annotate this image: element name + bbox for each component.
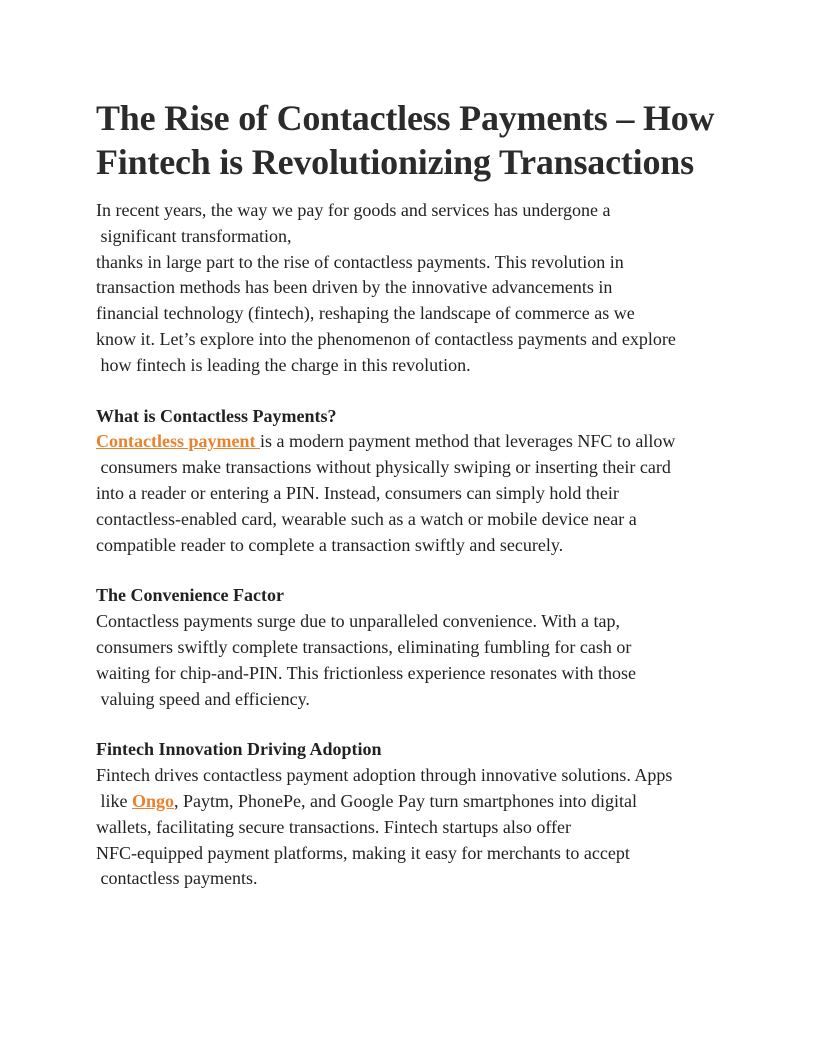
section-heading: What is Contactless Payments? <box>96 405 337 426</box>
page-title <box>96 96 726 184</box>
section-fintech-innovation <box>96 737 726 892</box>
document-page <box>96 96 726 892</box>
intro-line: financial technology (fintech), reshaping the landscape of commerce as we <box>96 303 635 324</box>
paragraph-text: is a modern payment method that leverages NFC to allow <box>260 431 676 452</box>
intro-line: how fintech is leading the charge in this revolution. <box>96 354 471 375</box>
intro-line: transaction methods has been driven by the innovative advancements in <box>96 277 613 298</box>
section-heading: The Convenience Factor <box>96 585 284 606</box>
intro-line: In recent years, the way we pay for goods and services has undergone a <box>96 200 611 220</box>
section-what-is-contactless <box>96 404 726 559</box>
contactless-payment-link[interactable]: Contactless payment <box>96 431 260 452</box>
section-heading: Fintech Innovation Driving Adoption <box>96 739 382 760</box>
paragraph-line: consumers swiftly complete transactions, eliminating fumbling for cash or <box>96 636 632 657</box>
intro-line: know it. Let’s explore into the phenomenon of contactless payments and explore <box>96 328 676 349</box>
paragraph-text: , Paytm, PhonePe, and Google Pay turn smartphones into digital <box>174 790 637 811</box>
paragraph-line <box>96 789 726 815</box>
paragraph-line: NFC-equipped payment platforms, making it easy for merchants to accept <box>96 842 630 863</box>
paragraph-line <box>96 429 726 455</box>
intro-line: thanks in large part to the rise of contactless payments. This revolution in <box>96 251 624 272</box>
paragraph-line: contactless-enabled card, wearable such as a watch or mobile device near a <box>96 508 637 529</box>
title-line: Fintech is Revolutionizing Transactions <box>96 142 694 182</box>
intro-line: significant transformation, <box>96 225 292 246</box>
intro-paragraph <box>96 198 726 379</box>
paragraph-line: into a reader or entering a PIN. Instead, consumers can simply hold their <box>96 482 619 503</box>
title-line: The Rise of Contactless Payments – How <box>96 98 715 138</box>
paragraph-text: like <box>96 790 132 811</box>
ongo-link[interactable]: Ongo <box>132 790 175 811</box>
paragraph-line: contactless payments. <box>96 868 258 889</box>
paragraph-line: compatible reader to complete a transaction swiftly and securely. <box>96 534 564 555</box>
paragraph-line: wallets, facilitating secure transactions. Fintech startups also offer <box>96 816 572 837</box>
paragraph-line: valuing speed and efficiency. <box>96 688 310 709</box>
paragraph-line: Contactless payments surge due to unparalleled convenience. With a tap, <box>96 611 620 632</box>
section-convenience-factor <box>96 583 726 712</box>
paragraph-line: consumers make transactions without physically swiping or inserting their card <box>96 457 671 478</box>
paragraph-line: Fintech drives contactless payment adoption through innovative solutions. Apps <box>96 765 673 786</box>
paragraph-line: waiting for chip-and-PIN. This frictionless experience resonates with those <box>96 662 637 683</box>
